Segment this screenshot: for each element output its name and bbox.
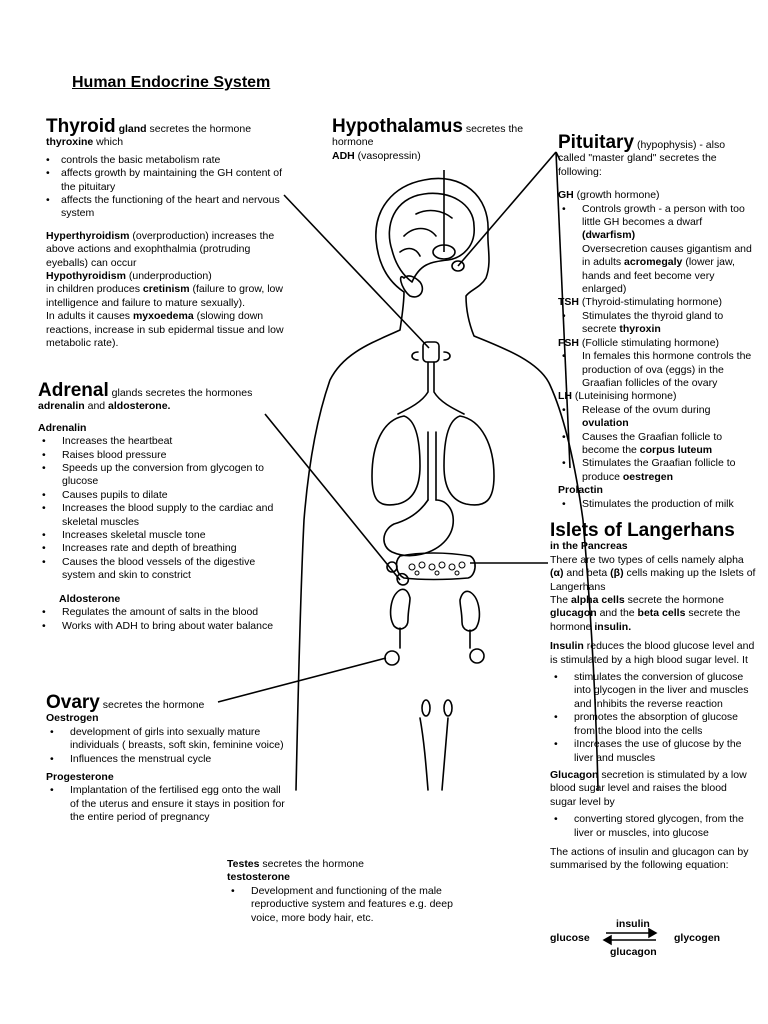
testes-label: Testes xyxy=(227,858,260,870)
list-item: • promotes the absorption of glucose from the blood into the cells xyxy=(550,711,756,738)
progesterone-bullets xyxy=(46,784,286,824)
gh-oversecretion xyxy=(558,243,754,297)
adh-note: (vasopressin) xyxy=(354,149,421,162)
lh-bullet-text: Release of the ovum during xyxy=(582,403,711,416)
adrenal-pointer xyxy=(265,414,400,580)
islets-s2-a: The xyxy=(550,594,572,607)
list-item: • In females this hormone controls the production of ova (eggs) in the Graafian follicles of the ovary xyxy=(558,350,754,390)
list-item xyxy=(558,457,754,484)
left-lung xyxy=(372,416,420,505)
list-item: • Regulates the amount of salts in the blood xyxy=(38,606,282,619)
page-title: Human Endocrine System xyxy=(72,74,271,91)
tsh-label: TSH xyxy=(558,296,579,309)
ovary-section xyxy=(46,692,286,825)
adrenal-heading: Adrenal xyxy=(38,380,109,401)
gh-bullet-text: Controls growth - a person with too little GH becomes a dwarf xyxy=(582,202,745,229)
glucagon-bullets xyxy=(550,813,756,840)
glucagon-term: glucagon xyxy=(550,607,597,620)
list-item: • development of girls into sexually mature individuals ( breasts, soft skin, feminine voice) xyxy=(46,726,286,753)
brain xyxy=(389,193,474,282)
list-item xyxy=(558,203,754,243)
lh-bullet-text: Causes the Graafian follicle to become the xyxy=(582,430,723,456)
prolactin-label: Prolactin xyxy=(558,484,603,497)
and-word: and xyxy=(84,400,109,413)
list-item xyxy=(558,310,754,337)
fsh-label: FSH xyxy=(558,336,579,349)
list-item: • Causes pupils to dilate xyxy=(38,489,282,502)
hypo-children: in children produces xyxy=(46,283,143,296)
testosterone-label: testosterone xyxy=(227,871,291,884)
glucagon-text: secretion is stimulated by a low blood sugar level and raises the blood sugar level by xyxy=(550,768,747,808)
list-item: • Increases skeletal muscle tone xyxy=(38,529,282,542)
oestrogen-bullets xyxy=(46,726,286,766)
list-item: • Speeds up the conversion from glycogen to glucose xyxy=(38,462,282,489)
alpha-symbol: (α) xyxy=(550,567,564,580)
thyroxine-label: thyroxine xyxy=(46,136,94,149)
insulin-text: reduces the blood glucose level and is stimulated by a high blood sugar level. It xyxy=(550,640,755,666)
list-item: • Influences the menstrual cycle xyxy=(46,753,286,766)
equation-glucose: glucose xyxy=(550,932,590,944)
list-item: • Implantation of the fertilised egg onto the wall of the uterus and ensure it stays in position for the entire period of pregnancy xyxy=(46,784,286,824)
thyroid-heading: Thyroid xyxy=(46,116,116,137)
list-item: • Increases the heartbeat xyxy=(38,435,282,448)
list-item: • Raises blood pressure xyxy=(38,449,282,462)
list-item: • converting stored glycogen, from the liver or muscles, into glucose xyxy=(550,813,756,840)
list-item: • stimulates the conversion of glucose into glycogen in the liver and muscles and inhibits the reverse reaction xyxy=(550,671,756,711)
progesterone-label: Progesterone xyxy=(46,771,114,784)
islets-s2-c: and the xyxy=(596,607,638,620)
hypo-adults: In adults it causes xyxy=(46,310,133,323)
list-item: • affects the functioning of the heart and nervous system xyxy=(46,194,288,221)
pancreas xyxy=(397,553,476,580)
corpus-luteum-term: corpus luteum xyxy=(639,443,713,456)
adrenal-section xyxy=(38,380,282,633)
hyperthyroidism-label: Hyperthyroidism xyxy=(46,229,130,242)
right-kidney xyxy=(460,591,479,631)
islets-intro-b: and beta xyxy=(563,567,611,580)
adrenalin-label: Adrenalin xyxy=(38,421,87,434)
myxoedema-term: myxoedema xyxy=(132,310,194,323)
tsh-bullet-text: Stimulates the thyroid gland to secrete xyxy=(582,309,724,336)
hyperthyroidism-text: (overproduction) increases the above actions and exophthalmia (protruding eyeballs) can occur xyxy=(46,229,275,269)
hypo-adults-detail: (slowing down reactions, increase in sub epidermal tissue and low metabolic rate). xyxy=(46,310,284,350)
testes-bullets xyxy=(227,885,463,925)
equation-insulin: insulin xyxy=(616,918,650,930)
islets-section xyxy=(550,520,756,873)
insulin-term: insulin. xyxy=(594,620,632,633)
islets-s2-b: secrete the hormone xyxy=(624,594,724,607)
adrenalin-word: adrenalin xyxy=(38,400,85,413)
testes-section xyxy=(227,858,463,925)
aldosterone-word: aldosterone. xyxy=(108,400,171,413)
list-item: • iIncreases the use of glucose by the liver and muscles xyxy=(550,738,756,765)
hypothalamus-intro: secretes the hormone xyxy=(332,123,524,149)
testes-intro: secretes the hormone xyxy=(259,858,364,870)
hypothyroidism-text: (underproduction) xyxy=(125,270,212,283)
prolactin-bullets xyxy=(558,498,754,511)
islets-heading: Islets of Langerhans xyxy=(550,520,735,541)
pituitary-section xyxy=(558,132,754,511)
adh-label: ADH xyxy=(332,149,355,162)
list-item: • Stimulates the production of milk xyxy=(558,498,754,511)
beta-cells-term: beta cells xyxy=(637,607,686,620)
hypothyroidism-label: Hypothyroidism xyxy=(46,270,126,283)
stomach xyxy=(384,500,453,556)
ovary-heading: Ovary xyxy=(46,692,100,713)
insulin-label: Insulin xyxy=(550,640,584,653)
cretinism-term: cretinism xyxy=(142,283,190,296)
list-item: • Works with ADH to bring about water balance xyxy=(38,620,282,633)
oestrogen-label: Oestrogen xyxy=(46,712,99,725)
thyroid-pointer xyxy=(284,195,429,348)
aldosterone-bullets xyxy=(38,606,282,633)
tsh-text: (Thyroid-stimulating hormone) xyxy=(579,296,722,309)
equation-summary: The actions of insulin and glucagon can by summarised by the following equation: xyxy=(550,845,749,872)
list-item: • Development and functioning of the male reproductive system and features e.g. deep voice, more body hair, etc. xyxy=(227,885,463,925)
equation-glycogen: glycogen xyxy=(674,932,721,944)
gh-over-detail: (lower jaw, hands and feet become very enlarged) xyxy=(582,256,735,296)
lh-label: LH xyxy=(558,390,572,403)
list-item: • affects growth by maintaining the GH content of the pituitary xyxy=(46,167,288,194)
glucagon-label: Glucagon xyxy=(550,768,599,781)
alpha-cells-term: alpha cells xyxy=(571,594,625,607)
adrenalin-bullets xyxy=(38,435,282,582)
pituitary-pointer xyxy=(458,152,556,266)
pituitary-heading: Pituitary xyxy=(558,132,635,153)
gh-over-text: Oversecretion causes gigantism and in adults xyxy=(582,242,752,269)
left-kidney xyxy=(391,589,410,629)
fsh-text: (Follicle stimulating hormone) xyxy=(579,336,720,349)
thyroid-section xyxy=(46,116,288,351)
hypothalamus-heading: Hypothalamus xyxy=(332,116,463,137)
acromegaly-term: acromegaly xyxy=(624,256,683,269)
thyroid-intro: secretes the hormone xyxy=(146,123,252,135)
islets-s2-d: secrete the hormone xyxy=(550,607,741,633)
list-item xyxy=(558,431,754,458)
islets-intro-c: cells making up the Islets of Langerhans xyxy=(550,567,756,593)
dwarfism-term: (dwarfism) xyxy=(582,229,636,242)
oestregen-term: oestregen xyxy=(622,470,674,483)
islets-sub: in the Pancreas xyxy=(550,540,628,553)
list-item: • Causes the blood vessels of the digestive system and skin to constrict xyxy=(38,556,282,583)
list-item: • controls the basic metabolism rate xyxy=(46,154,288,167)
thyroid-gland-word: gland xyxy=(118,123,147,135)
ovary-intro: secretes the hormone xyxy=(99,699,205,711)
insulin-bullets xyxy=(550,671,756,765)
lh-bullets xyxy=(558,404,754,484)
list-item: • Increases the blood supply to the cardiac and skeletal muscles xyxy=(38,502,282,529)
thyroxin-term: thyroxin xyxy=(619,323,661,336)
adrenal-intro: glands secretes the hormones xyxy=(108,387,253,399)
aldosterone-label: Aldosterone xyxy=(59,592,121,605)
list-item xyxy=(558,404,754,431)
tsh-bullets xyxy=(558,310,754,337)
list-item: • Increases rate and depth of breathing xyxy=(38,542,282,555)
gh-label: GH xyxy=(558,189,574,202)
thyroid-which: which xyxy=(93,136,124,149)
islets-intro-a: There are two types of cells namely alpha xyxy=(550,553,744,566)
gh-text: (growth hormone) xyxy=(573,189,660,202)
pituitary-intro: (hypophysis) - also called "master gland" secretes the following: xyxy=(558,139,726,178)
lh-bullet-text: Stimulates the Graafian follicle to produce xyxy=(582,457,736,483)
gh-bullets xyxy=(558,203,754,243)
hypo-children-detail: (failure to grow, low intelligence and failure to mature sexually). xyxy=(46,283,283,309)
hypothalamus-section xyxy=(332,116,532,163)
equation-glucagon: glucagon xyxy=(610,946,657,958)
beta-symbol: (β) xyxy=(610,567,624,580)
thyroid-bullets xyxy=(46,154,288,221)
lh-text: (Luteinising hormone) xyxy=(572,390,677,403)
ovulation-term: ovulation xyxy=(582,417,629,430)
right-lung xyxy=(444,416,494,505)
fsh-bullets xyxy=(558,350,754,390)
